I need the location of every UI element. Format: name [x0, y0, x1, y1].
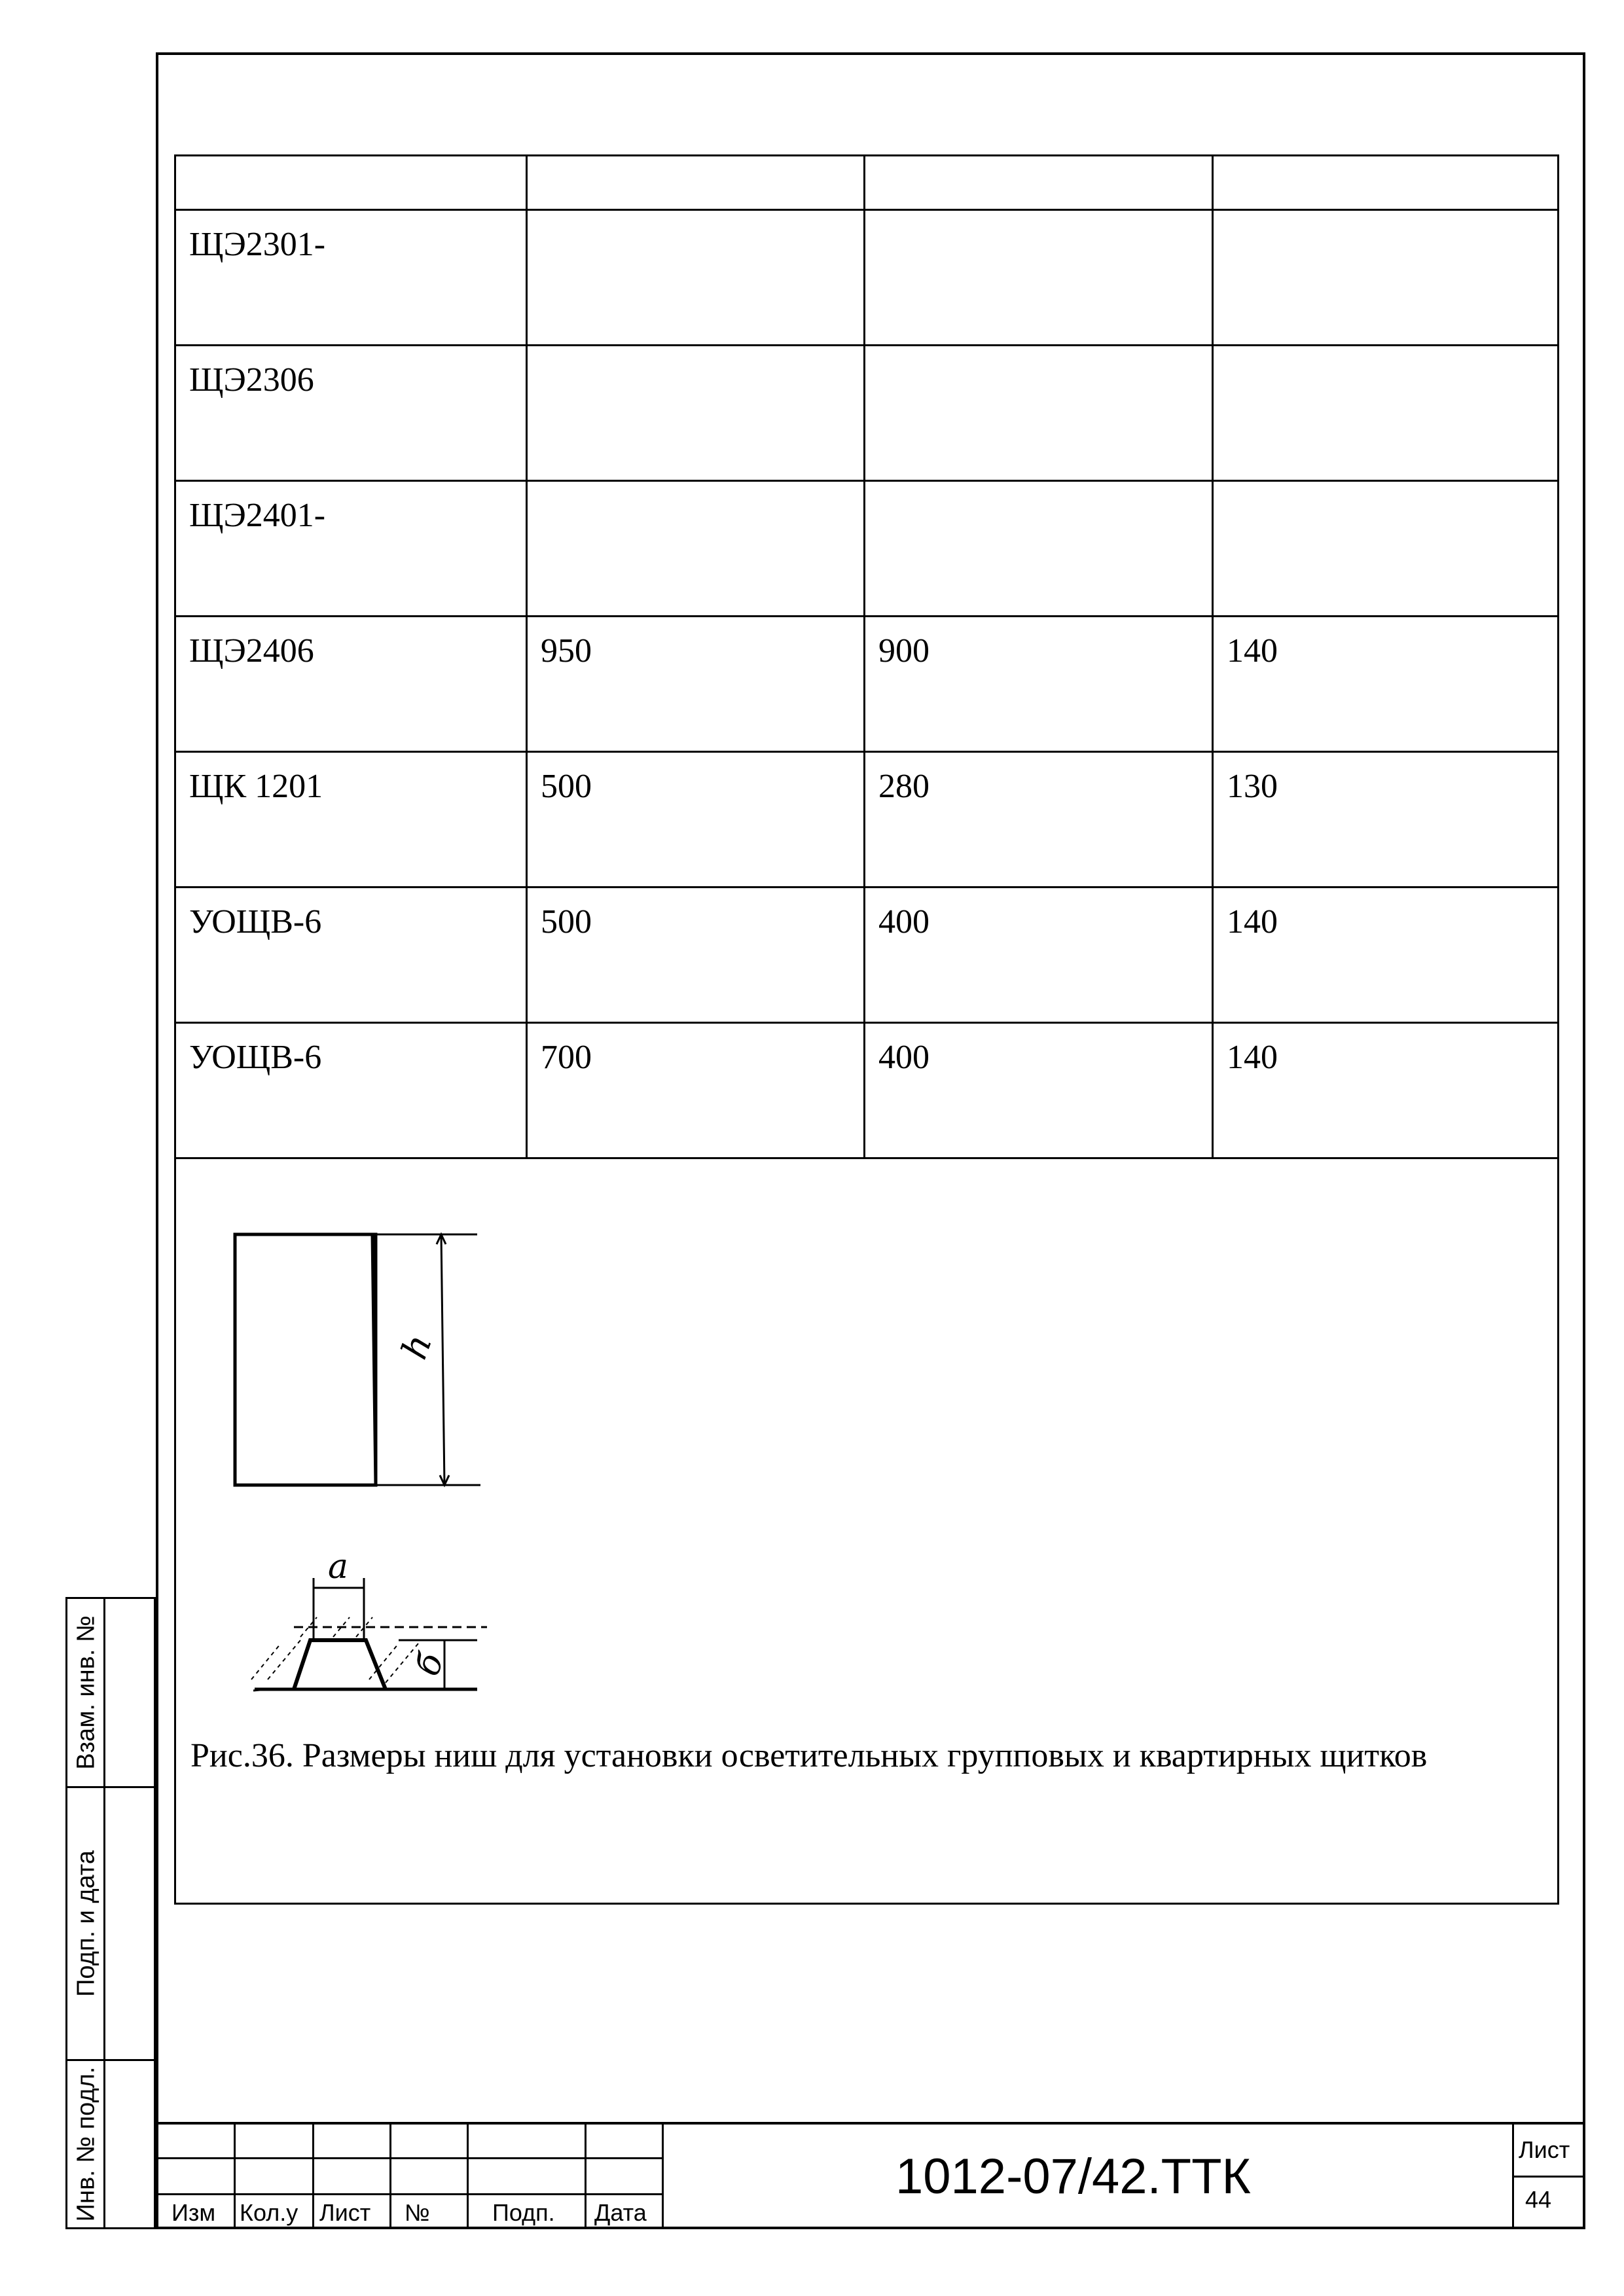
- cell-value: [1213, 346, 1559, 481]
- figure-row: [175, 1158, 1559, 1904]
- cell-value: 140: [1213, 617, 1559, 752]
- sidebar-inv-cell: [65, 2059, 156, 2229]
- table-row: [175, 888, 1559, 1023]
- cell-type: УОЩВ-6: [175, 888, 527, 1023]
- stamp-podp: Подп.: [492, 2199, 555, 2226]
- table-header-row: [175, 156, 1559, 210]
- table-row: [175, 210, 1559, 346]
- depth-label: б: [407, 1647, 452, 1681]
- cell-type: ЩЭ2301-: [175, 210, 527, 346]
- sidebar-inv-label: Инв. № подл.: [72, 2066, 100, 2222]
- sidebar-vzam-cell: [65, 1597, 156, 1788]
- sidebar-podp-cell: [65, 1786, 156, 2061]
- cell-type: ЩЭ2306: [175, 346, 527, 481]
- cell-value: 140: [1213, 1023, 1559, 1158]
- cell-value: [527, 481, 865, 617]
- table-row: [175, 346, 1559, 481]
- left-sidebar-stamp: [65, 1597, 156, 2229]
- stamp-kolu: Кол.у: [240, 2199, 298, 2226]
- niche-section-view: [251, 1578, 487, 1691]
- table-row: [175, 481, 1559, 617]
- cell-type: ЩЭ2401-: [175, 481, 527, 617]
- cell-value: 500: [527, 888, 865, 1023]
- cell-value: [865, 210, 1213, 346]
- cell-value: [527, 346, 865, 481]
- cell-value: 400: [865, 888, 1213, 1023]
- document-code: 1012-07/42.ТТК: [895, 2149, 1251, 2204]
- cell-value: [527, 210, 865, 346]
- height-label: h: [393, 1329, 441, 1365]
- cell-value: 280: [865, 752, 1213, 888]
- stamp-izm: Изм: [171, 2199, 216, 2226]
- cell-type: УОЩВ-6: [175, 1023, 527, 1158]
- cell-value: 400: [865, 1023, 1213, 1158]
- cell-type: ЩК 1201: [175, 752, 527, 888]
- stamp-data: Дата: [594, 2199, 647, 2226]
- cell-value: 500: [527, 752, 865, 888]
- figure-caption: Рис.36. Размеры ниш для установки осветительных групповых и квартирных щитков: [190, 1737, 1428, 1774]
- niche-drawing: [176, 1159, 503, 1748]
- cell-value: [1213, 210, 1559, 346]
- stamp-sheet-label: Лист: [1519, 2136, 1570, 2163]
- cell-value: 700: [527, 1023, 865, 1158]
- sidebar-podp-label: Подп. и дата: [72, 1850, 100, 1997]
- cell-value: 950: [527, 617, 865, 752]
- cell-value: [865, 346, 1213, 481]
- stamp-list: Лист: [319, 2199, 371, 2226]
- cell-value: 140: [1213, 888, 1559, 1023]
- niche-sizes-table: [174, 154, 1559, 1905]
- cell-value: [865, 481, 1213, 617]
- table-row: [175, 752, 1559, 888]
- table-row: [175, 1023, 1559, 1158]
- sidebar-vzam-label: Взам. инв. №: [72, 1615, 100, 1770]
- width-label: a: [328, 1547, 349, 1587]
- cell-type: ЩЭ2406: [175, 617, 527, 752]
- cell-value: [1213, 481, 1559, 617]
- niche-front-view: [235, 1234, 480, 1485]
- table-row: [175, 617, 1559, 752]
- stamp-sheet-number: 44: [1525, 2186, 1552, 2213]
- figure-cell: [175, 1158, 1559, 1904]
- cell-value: 130: [1213, 752, 1559, 888]
- cell-value: 900: [865, 617, 1213, 752]
- stamp-num: №: [405, 2199, 430, 2226]
